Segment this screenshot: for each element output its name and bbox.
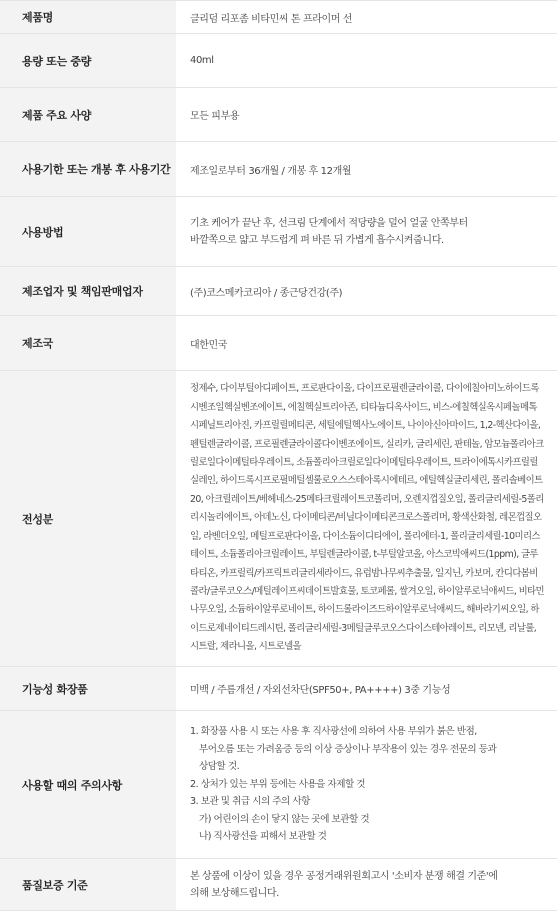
row-expiry — [0, 142, 557, 197]
row-quality — [0, 859, 557, 911]
row-volume — [0, 34, 557, 88]
value-functional: 미백 / 주름개선 / 자외선차단(SPF50+, PA++++) 3중 기능성 — [190, 685, 451, 696]
quality-line-2: 의해 보상해드립니다. — [190, 887, 279, 899]
label-quality: 품질보증 기준 — [0, 859, 176, 910]
caution-line-1: 1. 화장품 사용 시 또는 사용 후 직사광선에 의하여 사용 부위가 붉은 반점, — [190, 725, 477, 737]
caution-line-2: 부어오름 또는 가려움증 등의 이상 증상이나 부작용이 있는 경우 전문의 등과 — [199, 743, 497, 755]
ingredients-text: 정제수, 다이부틸아디페이트, 프로판다이올, 다이프로필렌글라이콜, 다이에칠아미노하이드록시벤조일헥실벤조에이트, 에칠헥실트리아존, 티타늄디옥사이드, 비스-에칠헥실옥시페놀메톡시페닐트리아진, 카프릴릴메티콘, 세틸에틸헥사노에이트, 나이아신아마이드, 1,2-헥산다이올, 펜틸렌글라이콜, 프로필렌글라이콜다이벤조에이트, 실리카, 글리세린, 판테놀, 암모늄폴리아크릴로일다이메틸타우레이트, 소듐폴리아크릴로일다이메틸타우레이트, 트라이에톡시카프릴릴실레인, 하이드록시프로필메틸셀룰로오스스테아록시에테르, 에틸헥실글리세린, 폴리솔베이트20, 아크릴레이트/베헤네스-25메타크릴레이트코폴리머, 오렌지껍질오일, 폴리글리세릴-5폴리리시놀리에이트, 아데노신, 다이메티콘/비닐다이메티콘크로스폴리머, 황색산화철, 레몬껍질오일, 라벤더오일, 메틸프로판다이올, 다이소듐이디티에이, 폴리에터-1, 폴리글리세릴-10미리스테이트, 소듐폴리아크릴레이트, 부틸렌글라이콜, t-부틸알코올, 아스코빅애씨드(1ppm), 글루타티온, 카프릴릭/카프릭트리글리세라이드, 유럽밤나무씨추출물, 일지닌, 카보머, 칸디다봄비콜라/글루코오스/메틸레이프씨데이트발효물, 토코페롤, 쌀겨오일, 하이알루로닉애씨드, 비타민나무오일, 소듐하이알루로네이트, 하이드롤라이즈드하이알루로닉애씨드, 해바라기씨오일, 하이드로제네이티드레시틴, 폴리글리세릴-3메틸글루코오스다이스테아레이트, 리모넨, 리날룰, 시트랄, 제라니올, 시트로넬올 — [190, 383, 544, 653]
value-cautions — [176, 711, 557, 858]
value-expiry: 제조일로부터 36개월 / 개봉 후 12개월 — [190, 165, 352, 177]
value-country: 대한민국 — [190, 339, 228, 351]
label-usage: 사용방법 — [0, 197, 176, 266]
label-expiry: 사용기한 또는 개봉 후 사용기간 — [0, 142, 176, 196]
row-manufacturer — [0, 267, 557, 316]
value-main-spec: 모든 피부용 — [190, 111, 240, 122]
row-country — [0, 316, 557, 371]
usage-line-1: 기초 케어가 끝난 후, 선크림 단계에서 적당량을 덜어 얼굴 안쪽부터 — [190, 217, 468, 229]
caution-line-6: 가) 어린이의 손이 닿지 않는 곳에 보관할 것 — [199, 813, 370, 825]
label-volume: 용량 또는 중량 — [0, 34, 176, 87]
value-product-name: 클리덤 리포좀 비타민씨 톤 프라이머 선 — [190, 13, 353, 25]
value-usage — [176, 197, 557, 266]
label-product-name: 제품명 — [0, 1, 176, 33]
label-functional: 기능성 화장품 — [0, 667, 176, 710]
label-country: 제조국 — [0, 316, 176, 370]
caution-line-5: 3. 보관 및 취급 시의 주의 사항 — [190, 796, 310, 808]
row-main-spec — [0, 88, 557, 142]
row-cautions — [0, 711, 557, 859]
value-ingredients-cell — [176, 371, 557, 666]
caution-line-7: 나) 직사광선을 피해서 보관할 것 — [199, 831, 327, 843]
label-manufacturer: 제조업자 및 책임판매업자 — [0, 267, 176, 315]
value-volume: 40ml — [190, 55, 214, 66]
label-cautions: 사용할 때의 주의사항 — [0, 711, 176, 858]
caution-line-3: 상담할 것. — [199, 761, 240, 773]
row-product-name — [0, 1, 557, 34]
label-main-spec: 제품 주요 사양 — [0, 88, 176, 141]
usage-line-2: 바깥쪽으로 얇고 부드럽게 펴 바른 뒤 가볍게 흡수시켜줍니다. — [190, 234, 444, 246]
value-manufacturer: (주)코스메카코리아 / 종근당건강(주) — [190, 287, 343, 299]
value-quality — [176, 859, 557, 910]
label-ingredients: 전성분 — [0, 371, 176, 666]
caution-line-4: 2. 상처가 있는 부위 등에는 사용을 자제할 것 — [190, 778, 366, 790]
row-ingredients — [0, 371, 557, 667]
quality-line-1: 본 상품에 이상이 있을 경우 공정거래위원회고시 '소비자 분쟁 해결 기준'에 — [190, 870, 498, 882]
row-usage — [0, 197, 557, 267]
row-functional — [0, 667, 557, 711]
